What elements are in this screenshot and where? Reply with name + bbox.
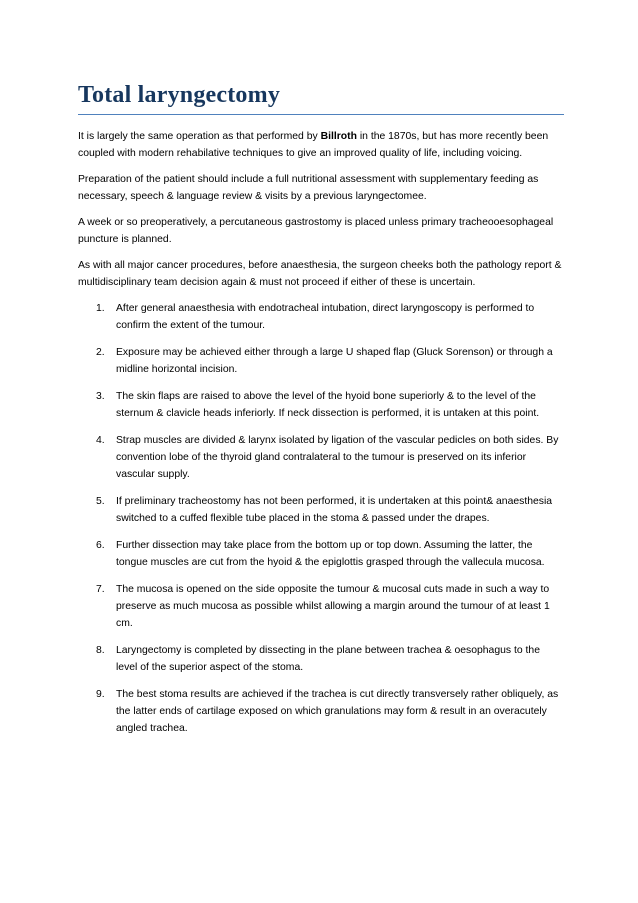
list-item-number: 8. (96, 645, 105, 656)
list-item-number: 4. (96, 435, 105, 446)
list-item-number: 2. (96, 347, 105, 358)
intro-paragraph (78, 128, 564, 162)
list-item-number: 9. (96, 689, 105, 700)
list-item-text: The skin flaps are raised to above the level of the hyoid bone superiorly & to the level of the sternum & clavicle heads inferiorly. If neck dissection is performed, it is untaken at this point. (116, 391, 540, 419)
list-item (78, 642, 564, 676)
list-item-number: 1. (96, 303, 105, 314)
procedure-steps-list (78, 300, 564, 737)
list-item-text: Exposure may be achieved either through a large U shaped flap (Gluck Sorenson) or through a midline horizontal incision. (116, 347, 553, 375)
list-item-text: If preliminary tracheostomy has not been performed, it is undertaken at this point& anaesthesia switched to a cuffed flexible tube placed in the stoma & passed under the drapes. (116, 496, 553, 524)
document-title: Total laryngectomy (78, 80, 564, 115)
list-item-text: After general anaesthesia with endotracheal intubation, direct laryngoscopy is performed to confirm the extent of the tumour. (116, 303, 535, 331)
paragraph-preparation: Preparation of the patient should include a full nutritional assessment with supplementary feeding as necessary, speech & language review & visits by a previous laryngectomee. (78, 174, 539, 202)
list-item-number: 7. (96, 584, 105, 595)
list-item (78, 493, 564, 527)
list-item (78, 300, 564, 334)
paragraph-cancer-procedures: As with all major cancer procedures, before anaesthesia, the surgeon cheeks both the pathology report & multidisciplinary team decision again & must not proceed if either of these is uncertain. (78, 260, 562, 288)
list-item (78, 344, 564, 378)
intro-text-before: It is largely the same operation as that performed by (78, 131, 321, 142)
list-item (78, 432, 564, 483)
intro-text-after: in the 1870s, but has more recently been coupled with modern rehabilative techniques to give an improved quality of life, including voicing. (78, 131, 549, 159)
list-item-text: The best stoma results are achieved if the trachea is cut directly transversely rather obliquely, as the latter ends of cartilage exposed on which granulations may form & result in an overacutely angled trachea. (116, 689, 559, 734)
list-item-number: 6. (96, 540, 105, 551)
list-item-number: 5. (96, 496, 105, 507)
list-item-text: Laryngectomy is completed by dissecting in the plane between trachea & oesophagus to the level of the superior aspect of the stoma. (116, 645, 540, 673)
paragraph-gastrostomy: A week or so preoperatively, a percutaneous gastrostomy is placed unless primary tracheooesophageal puncture is planned. (78, 217, 554, 245)
document-page (78, 80, 564, 747)
intro-text-bold: Billroth (320, 131, 357, 142)
list-item (78, 686, 564, 737)
list-item (78, 581, 564, 632)
list-item-number: 3. (96, 391, 105, 402)
list-item-text: The mucosa is opened on the side opposite the tumour & mucosal cuts made in such a way to preserve as much mucosa as possible whilst allowing a margin around the tumour of at least 1 cm. (116, 584, 550, 629)
list-item (78, 537, 564, 571)
list-item-text: Further dissection may take place from the bottom up or top down. Assuming the latter, the tongue muscles are cut from the hyoid & the epiglottis grasped through the vallecula mucosa. (116, 540, 545, 568)
list-item-text: Strap muscles are divided & larynx isolated by ligation of the vascular pedicles on both sides. By convention lobe of the thyroid gland contralateral to the tumour is preserved on its inferior vascular supply. (116, 435, 559, 480)
list-item (78, 388, 564, 422)
